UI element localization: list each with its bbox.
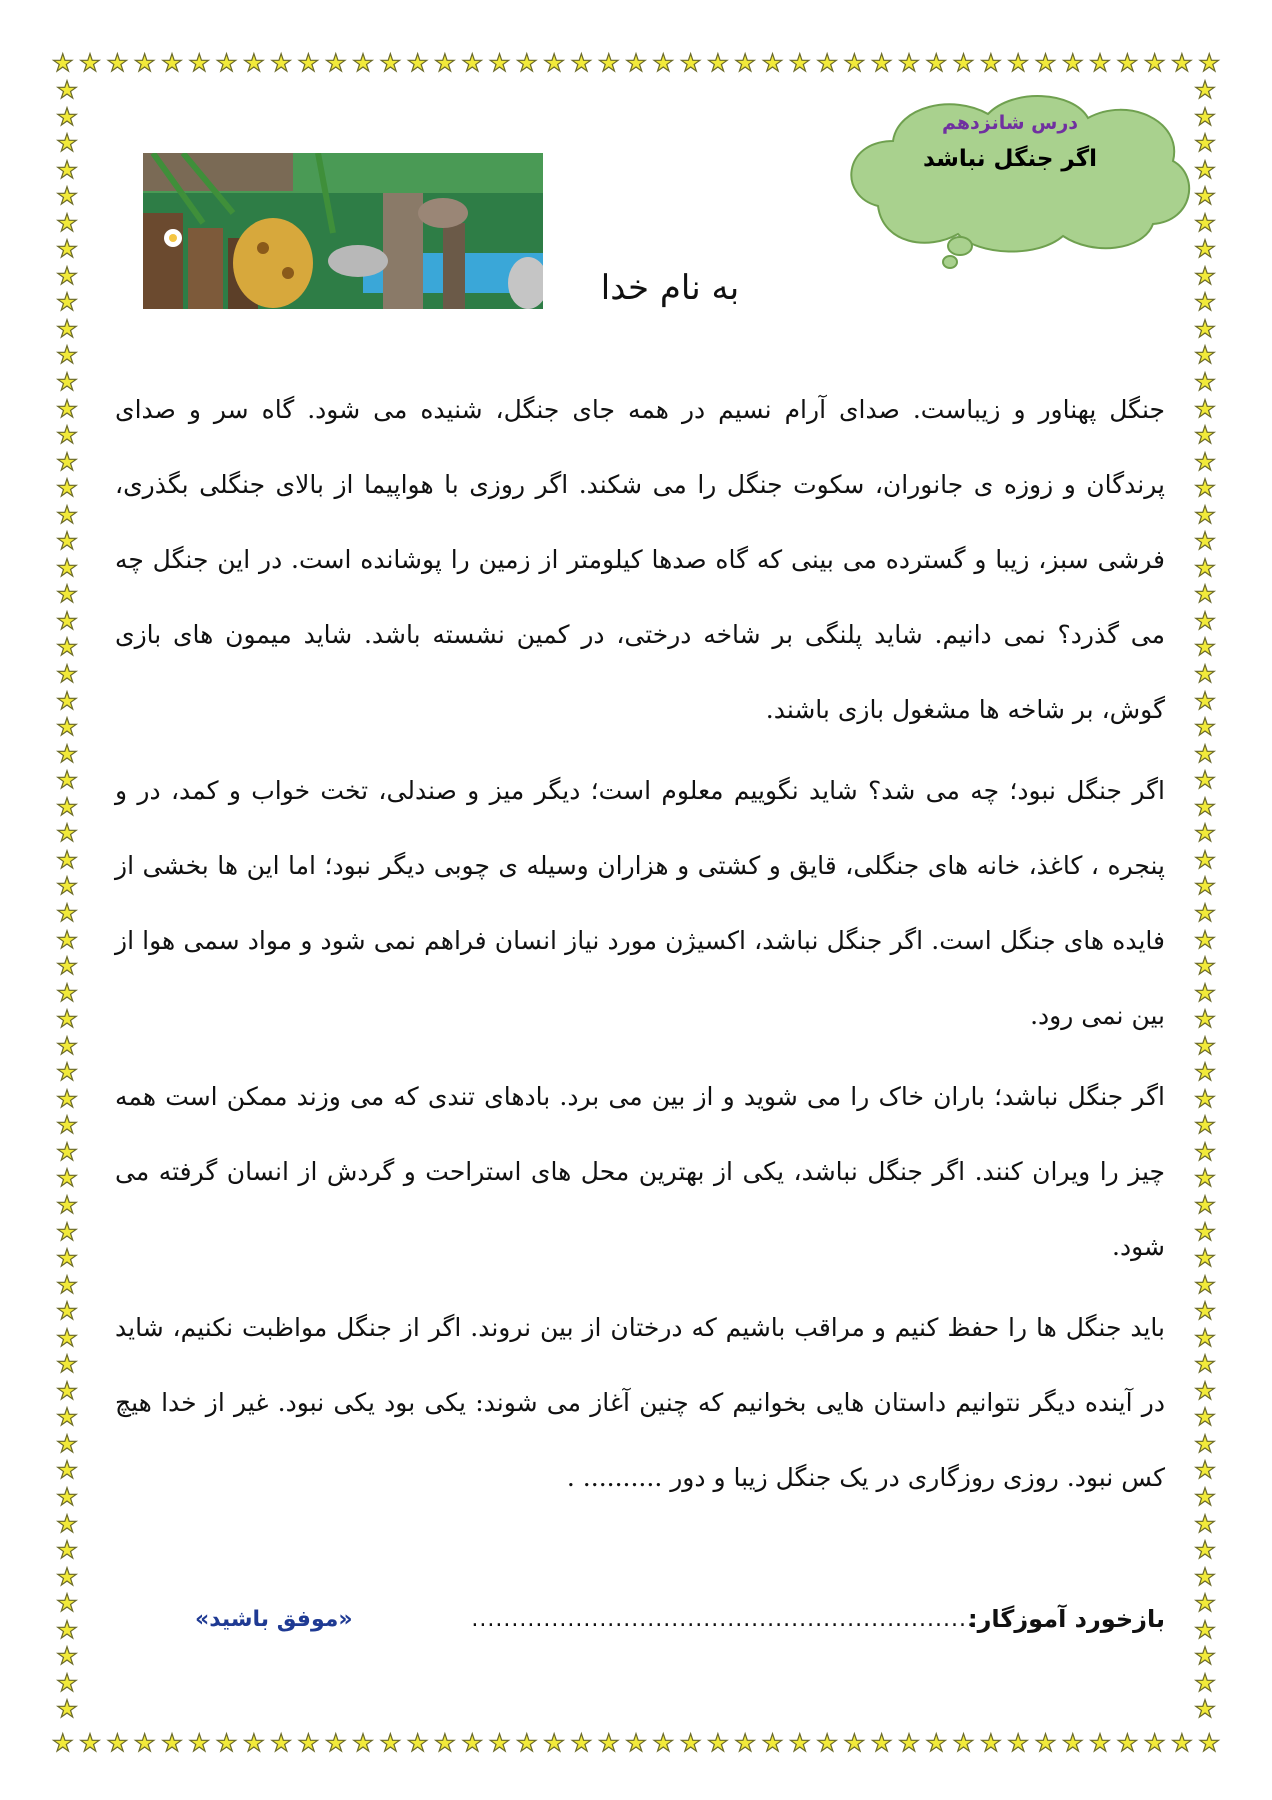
star-icon: ★ — [56, 1137, 78, 1166]
star-icon: ★ — [1194, 1429, 1216, 1458]
star-icon: ★ — [679, 1729, 702, 1757]
star-icon: ★ — [543, 1729, 565, 1757]
paragraph-3: اگر جنگل نباشد؛ باران خاک را می شوید و از بین می برد. بادهای تندی که می وزند ممکن است همه چیز را ویران کنند. اگر جنگل نباشد، یکی از بهترین محل های استراحت و گردش از انسان گرفته می شود. — [115, 1082, 1165, 1261]
star-icon: ★ — [56, 1164, 78, 1193]
star-icon: ★ — [297, 1729, 320, 1757]
star-icon: ★ — [516, 49, 538, 77]
star-icon: ★ — [1007, 49, 1029, 77]
star-icon: ★ — [352, 1729, 374, 1757]
star-icon: ★ — [56, 660, 78, 689]
star-icon: ★ — [1194, 1164, 1216, 1193]
star-icon: ★ — [56, 1297, 78, 1326]
star-icon: ★ — [56, 686, 78, 715]
star-icon: ★ — [56, 235, 78, 264]
star-icon: ★ — [106, 49, 129, 77]
star-icon: ★ — [1194, 1615, 1216, 1644]
star-icon: ★ — [1194, 713, 1216, 742]
star-icon: ★ — [952, 49, 975, 77]
star-icon: ★ — [1194, 660, 1216, 689]
star-icon: ★ — [56, 1376, 78, 1405]
star-icon: ★ — [56, 76, 78, 104]
star-icon: ★ — [1194, 1562, 1216, 1591]
star-icon: ★ — [406, 49, 429, 77]
star-icon: ★ — [79, 49, 101, 77]
star-icon: ★ — [1143, 49, 1166, 77]
star-icon: ★ — [1194, 845, 1216, 874]
star-icon: ★ — [56, 1589, 78, 1618]
star-icon: ★ — [188, 1729, 210, 1757]
star-icon: ★ — [652, 1729, 675, 1757]
star-icon: ★ — [243, 1729, 265, 1757]
feedback-dots: ............................................................... — [471, 1607, 975, 1632]
star-icon: ★ — [56, 314, 78, 343]
star-icon: ★ — [161, 1729, 183, 1757]
star-icon: ★ — [188, 49, 210, 77]
star-icon: ★ — [925, 1729, 948, 1757]
star-icon: ★ — [980, 49, 1002, 77]
star-icon: ★ — [52, 49, 74, 77]
star-icon: ★ — [56, 925, 78, 954]
star-icon: ★ — [56, 1536, 78, 1565]
star-icon: ★ — [734, 1729, 756, 1757]
star-icon: ★ — [379, 49, 402, 77]
star-icon: ★ — [1194, 1217, 1216, 1246]
star-icon: ★ — [324, 1729, 347, 1757]
star-icon: ★ — [625, 1729, 647, 1757]
star-icon: ★ — [1116, 1729, 1139, 1757]
star-icon: ★ — [56, 474, 78, 503]
star-icon: ★ — [215, 49, 238, 77]
star-icon: ★ — [707, 49, 729, 77]
star-icon: ★ — [1198, 1729, 1220, 1757]
star-icon: ★ — [1194, 739, 1216, 768]
star-icon: ★ — [56, 606, 78, 635]
paragraph-2: اگر جنگل نبود؛ چه می شد؟ شاید نگوییم معلوم است؛ دیگر میز و صندلی، تخت خواب و کمد، در و پنجره ، کاغذ، خانه های جنگلی، قایق و کشتی و هزاران وسیله ی چوبی دیگر نبود؛ اما این ها بخشی از فایده های جنگل است. اگر جنگل نباشد، اکسیژن مورد نیاز انسان فراهم نمی شود و مواد سمی هوا از بین نمی رود. — [115, 776, 1165, 1030]
star-icon: ★ — [1194, 76, 1216, 104]
star-icon: ★ — [543, 49, 565, 77]
star-icon: ★ — [461, 49, 483, 77]
star-icon: ★ — [324, 49, 347, 77]
star-icon: ★ — [56, 633, 78, 662]
star-icon: ★ — [1194, 1376, 1216, 1405]
star-icon: ★ — [56, 1668, 78, 1697]
star-icon: ★ — [215, 1729, 238, 1757]
star-icon: ★ — [1194, 421, 1216, 450]
star-icon: ★ — [1198, 49, 1220, 77]
star-icon: ★ — [56, 766, 78, 795]
star-icon: ★ — [734, 49, 756, 77]
star-icon: ★ — [56, 155, 78, 184]
star-icon: ★ — [1194, 182, 1216, 211]
star-border-left — [52, 78, 82, 1722]
star-icon: ★ — [1194, 208, 1216, 237]
star-icon: ★ — [56, 952, 78, 981]
star-icon: ★ — [56, 208, 78, 237]
star-icon: ★ — [1194, 1244, 1216, 1273]
star-icon: ★ — [56, 1031, 78, 1060]
star-icon: ★ — [1034, 1729, 1057, 1757]
star-icon: ★ — [925, 49, 948, 77]
star-icon: ★ — [898, 1729, 920, 1757]
star-icon: ★ — [843, 49, 866, 77]
star-icon: ★ — [56, 819, 78, 848]
star-icon: ★ — [1194, 288, 1216, 317]
star-icon: ★ — [56, 1509, 78, 1538]
star-icon: ★ — [870, 1729, 893, 1757]
star-icon: ★ — [625, 49, 647, 77]
star-icon: ★ — [56, 1058, 78, 1087]
star-icon: ★ — [1194, 1536, 1216, 1565]
lesson-number: درس شانزدهم — [941, 112, 1079, 134]
star-icon: ★ — [1194, 527, 1216, 556]
star-icon: ★ — [1061, 49, 1084, 77]
star-icon: ★ — [56, 129, 78, 158]
star-icon: ★ — [56, 394, 78, 423]
star-icon: ★ — [1194, 606, 1216, 635]
star-icon: ★ — [379, 1729, 402, 1757]
star-icon: ★ — [243, 49, 265, 77]
star-border-right — [1190, 78, 1220, 1722]
star-icon: ★ — [1194, 1031, 1216, 1060]
star-icon: ★ — [56, 500, 78, 529]
star-icon: ★ — [406, 1729, 429, 1757]
star-icon: ★ — [52, 1729, 74, 1757]
star-icon: ★ — [56, 978, 78, 1007]
star-icon: ★ — [1194, 1111, 1216, 1140]
star-icon: ★ — [816, 49, 838, 77]
star-icon: ★ — [56, 102, 78, 131]
star-icon: ★ — [1194, 1642, 1216, 1671]
star-icon: ★ — [56, 1429, 78, 1458]
star-icon: ★ — [1194, 1005, 1216, 1034]
star-icon: ★ — [56, 1642, 78, 1671]
star-icon: ★ — [56, 421, 78, 450]
star-icon: ★ — [56, 1323, 78, 1352]
star-icon: ★ — [597, 49, 620, 77]
star-icon: ★ — [1194, 447, 1216, 476]
star-icon: ★ — [434, 49, 456, 77]
star-icon: ★ — [1194, 1695, 1216, 1724]
star-icon: ★ — [352, 49, 374, 77]
star-icon: ★ — [1007, 1729, 1029, 1757]
feedback-label: بازخورد آموزگار: — [967, 1605, 1165, 1633]
star-icon: ★ — [56, 527, 78, 556]
star-icon: ★ — [1194, 1190, 1216, 1219]
star-icon: ★ — [1194, 1058, 1216, 1087]
star-icon: ★ — [56, 261, 78, 290]
star-icon: ★ — [297, 49, 320, 77]
star-icon: ★ — [1089, 1729, 1111, 1757]
star-icon: ★ — [1194, 766, 1216, 795]
star-icon: ★ — [56, 447, 78, 476]
star-icon: ★ — [56, 1615, 78, 1644]
star-icon: ★ — [1194, 1297, 1216, 1326]
star-icon: ★ — [106, 1729, 129, 1757]
star-icon: ★ — [56, 368, 78, 397]
star-icon: ★ — [56, 1350, 78, 1379]
star-icon: ★ — [56, 1084, 78, 1113]
forest-animals-illustration — [143, 153, 543, 309]
star-icon: ★ — [652, 49, 675, 77]
star-icon: ★ — [56, 845, 78, 874]
star-icon: ★ — [56, 553, 78, 582]
star-border-top — [52, 48, 1220, 78]
star-icon: ★ — [1194, 1482, 1216, 1511]
star-icon: ★ — [1194, 1084, 1216, 1113]
lesson-body — [115, 372, 1165, 1521]
star-icon: ★ — [270, 49, 292, 77]
star-icon: ★ — [1194, 102, 1216, 131]
star-icon: ★ — [56, 1270, 78, 1299]
star-icon: ★ — [56, 1217, 78, 1246]
star-icon: ★ — [270, 1729, 292, 1757]
star-icon: ★ — [56, 1456, 78, 1485]
star-icon: ★ — [56, 792, 78, 821]
star-icon: ★ — [1061, 1729, 1084, 1757]
star-icon: ★ — [133, 49, 156, 77]
star-icon: ★ — [789, 49, 811, 77]
star-icon: ★ — [870, 49, 893, 77]
star-icon: ★ — [1194, 129, 1216, 158]
star-icon: ★ — [1194, 792, 1216, 821]
star-icon: ★ — [1194, 819, 1216, 848]
star-icon: ★ — [1194, 155, 1216, 184]
star-icon: ★ — [1194, 952, 1216, 981]
star-icon: ★ — [1194, 1668, 1216, 1697]
star-icon: ★ — [1194, 1509, 1216, 1538]
star-icon: ★ — [789, 1729, 811, 1757]
lesson-title: اگر جنگل نباشد — [922, 146, 1098, 172]
star-icon: ★ — [488, 1729, 511, 1757]
star-icon: ★ — [980, 1729, 1002, 1757]
star-icon: ★ — [1194, 394, 1216, 423]
star-icon: ★ — [56, 1190, 78, 1219]
star-icon: ★ — [1171, 49, 1193, 77]
paragraph-4: باید جنگل ها را حفظ کنیم و مراقب باشیم که درختان از بین نروند. اگر از جنگل مواظبت نکنیم، شاید در آینده دیگر نتوانیم داستان هایی بخوانیم که چنین آغاز می شوند: یکی بود یکی نبود. غیر از خدا هیچ کس نبود. روزی روزگاری در یک جنگل زیبا و دور .......... . — [115, 1313, 1165, 1492]
star-icon: ★ — [56, 580, 78, 609]
star-icon: ★ — [1194, 1589, 1216, 1618]
star-icon: ★ — [56, 1111, 78, 1140]
star-icon: ★ — [570, 1729, 593, 1757]
star-icon: ★ — [898, 49, 920, 77]
star-icon: ★ — [56, 1244, 78, 1273]
paragraph-1: جنگل پهناور و زیباست. صدای آرام نسیم در همه جای جنگل، شنیده می شود. گاه سر و صدای پرندگان و زوزه ی جانوران، سکوت جنگل را می شکند. اگر روزی با هواپیما از بالای جنگلی بگذری، فرشی سبز، زیبا و گسترده می بینی که گاه صدها کیلومتر از زمین را پوشانده است. در این جنگل چه می گذرد؟ نمی دانیم. شاید پلنگی بر شاخه درختی، در کمین نشسته باشد. شاید میمون های بازی گوش، بر شاخه ها مشغول بازی باشند. — [115, 395, 1165, 724]
star-icon: ★ — [56, 341, 78, 370]
star-icon: ★ — [1116, 49, 1139, 77]
lesson-label — [880, 112, 1140, 172]
star-icon: ★ — [56, 1562, 78, 1591]
feedback-line — [115, 1605, 1165, 1645]
star-icon: ★ — [1171, 1729, 1193, 1757]
star-icon: ★ — [1194, 1403, 1216, 1432]
star-icon: ★ — [1194, 553, 1216, 582]
star-icon: ★ — [1034, 49, 1057, 77]
star-icon: ★ — [1194, 1323, 1216, 1352]
star-icon: ★ — [761, 49, 784, 77]
star-icon: ★ — [1194, 580, 1216, 609]
star-icon: ★ — [56, 739, 78, 768]
star-icon: ★ — [56, 1005, 78, 1034]
star-icon: ★ — [161, 49, 183, 77]
star-icon: ★ — [1194, 500, 1216, 529]
star-icon: ★ — [597, 1729, 620, 1757]
star-icon: ★ — [707, 1729, 729, 1757]
star-icon: ★ — [488, 49, 511, 77]
star-icon: ★ — [761, 1729, 784, 1757]
star-icon: ★ — [1194, 474, 1216, 503]
star-icon: ★ — [56, 288, 78, 317]
star-icon: ★ — [1194, 1350, 1216, 1379]
star-icon: ★ — [679, 49, 702, 77]
star-icon: ★ — [1089, 49, 1111, 77]
star-icon: ★ — [434, 1729, 456, 1757]
star-icon: ★ — [1194, 235, 1216, 264]
star-icon: ★ — [1194, 925, 1216, 954]
star-icon: ★ — [1194, 261, 1216, 290]
star-icon: ★ — [952, 1729, 975, 1757]
star-icon: ★ — [1194, 872, 1216, 901]
star-icon: ★ — [1194, 1456, 1216, 1485]
star-icon: ★ — [1194, 978, 1216, 1007]
star-icon: ★ — [516, 1729, 538, 1757]
star-icon: ★ — [56, 898, 78, 927]
star-icon: ★ — [1194, 368, 1216, 397]
star-icon: ★ — [1194, 1270, 1216, 1299]
star-icon: ★ — [816, 1729, 838, 1757]
star-icon: ★ — [461, 1729, 483, 1757]
star-icon: ★ — [1194, 686, 1216, 715]
star-icon: ★ — [79, 1729, 101, 1757]
star-border-bottom — [52, 1728, 1220, 1758]
star-icon: ★ — [56, 713, 78, 742]
star-icon: ★ — [1194, 633, 1216, 662]
star-icon: ★ — [1194, 1137, 1216, 1166]
star-icon: ★ — [56, 1482, 78, 1511]
star-icon: ★ — [843, 1729, 866, 1757]
star-icon: ★ — [1194, 314, 1216, 343]
star-icon: ★ — [56, 872, 78, 901]
star-icon: ★ — [133, 1729, 156, 1757]
star-icon: ★ — [56, 1403, 78, 1432]
star-icon: ★ — [570, 49, 593, 77]
star-icon: ★ — [56, 182, 78, 211]
good-luck-text: «موفق باشید» — [195, 1607, 353, 1632]
star-icon: ★ — [1143, 1729, 1166, 1757]
star-icon: ★ — [1194, 341, 1216, 370]
page-heading: به نام خدا — [600, 268, 740, 308]
star-icon: ★ — [56, 1695, 78, 1724]
star-icon: ★ — [1194, 898, 1216, 927]
